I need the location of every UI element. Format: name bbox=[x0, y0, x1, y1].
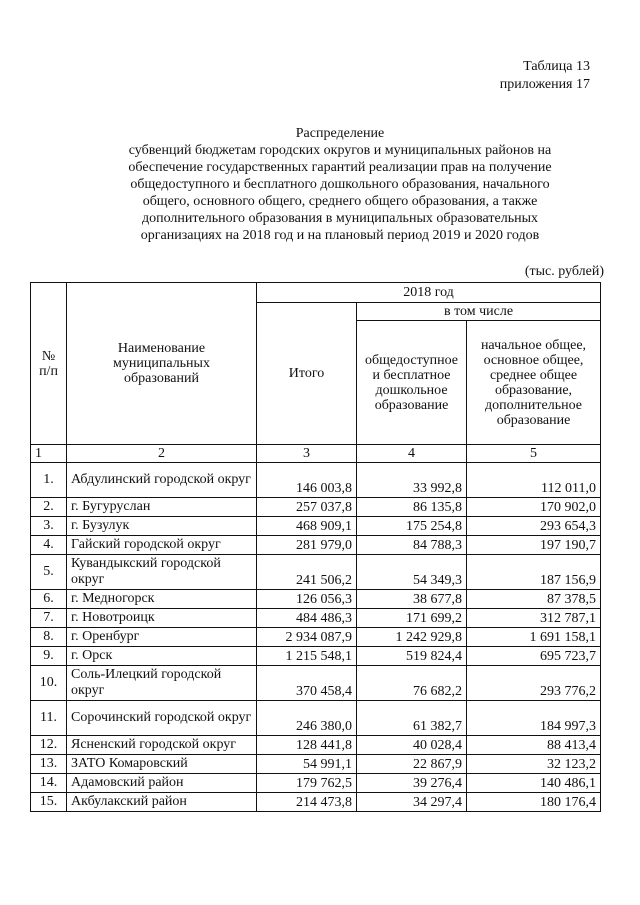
table-row bbox=[31, 463, 601, 498]
col-header-total: Итого bbox=[257, 303, 357, 445]
document-title bbox=[90, 125, 590, 244]
row-number: 5. bbox=[31, 555, 67, 590]
row-general: 88 413,4 bbox=[467, 736, 601, 755]
row-preschool: 61 382,7 bbox=[357, 701, 467, 736]
title-line: общего, основного общего, среднего общего образования, а также bbox=[142, 194, 538, 209]
row-total: 126 056,3 bbox=[257, 590, 357, 609]
table-row bbox=[31, 517, 601, 536]
col-index: 3 bbox=[257, 445, 357, 463]
row-general: 695 723,7 bbox=[467, 647, 601, 666]
row-number: 12. bbox=[31, 736, 67, 755]
row-preschool: 171 699,2 bbox=[357, 609, 467, 628]
row-number: 6. bbox=[31, 590, 67, 609]
table-row bbox=[31, 628, 601, 647]
row-preschool: 175 254,8 bbox=[357, 517, 467, 536]
table-row bbox=[31, 701, 601, 736]
subsidies-table bbox=[30, 282, 601, 812]
row-number: 4. bbox=[31, 536, 67, 555]
row-number: 13. bbox=[31, 755, 67, 774]
row-preschool: 22 867,9 bbox=[357, 755, 467, 774]
row-general: 293 654,3 bbox=[467, 517, 601, 536]
appendix-number: приложения 17 bbox=[499, 77, 590, 92]
row-total: 146 003,8 bbox=[257, 463, 357, 498]
row-name: Акбулакский район bbox=[67, 793, 257, 812]
row-general: 32 123,2 bbox=[467, 755, 601, 774]
row-general: 312 787,1 bbox=[467, 609, 601, 628]
table-row bbox=[31, 666, 601, 701]
table-row bbox=[31, 609, 601, 628]
row-name: ЗАТО Комаровский bbox=[67, 755, 257, 774]
table-row bbox=[31, 555, 601, 590]
row-general: 180 176,4 bbox=[467, 793, 601, 812]
row-total: 370 458,4 bbox=[257, 666, 357, 701]
table-row bbox=[31, 498, 601, 517]
row-total: 241 506,2 bbox=[257, 555, 357, 590]
row-preschool: 1 242 929,8 bbox=[357, 628, 467, 647]
col-header-num: № п/п bbox=[31, 283, 67, 445]
title-line: дополнительного образования в муниципальных образовательных bbox=[141, 211, 539, 226]
col-header-name: Наименование муниципальных образований bbox=[67, 283, 257, 445]
row-preschool: 84 788,3 bbox=[357, 536, 467, 555]
title-main: Распределение bbox=[295, 126, 385, 141]
row-number: 10. bbox=[31, 666, 67, 701]
row-number: 7. bbox=[31, 609, 67, 628]
table-row bbox=[31, 736, 601, 755]
table-row bbox=[31, 647, 601, 666]
table-row bbox=[31, 793, 601, 812]
row-total: 1 215 548,1 bbox=[257, 647, 357, 666]
row-name: г. Новотроицк bbox=[67, 609, 257, 628]
row-number: 9. bbox=[31, 647, 67, 666]
row-total: 468 909,1 bbox=[257, 517, 357, 536]
col-index: 2 bbox=[67, 445, 257, 463]
row-preschool: 34 297,4 bbox=[357, 793, 467, 812]
table-number: Таблица 13 bbox=[523, 59, 590, 74]
title-line: общедоступного и бесплатного дошкольного образования, начального bbox=[130, 177, 550, 192]
row-name: Кувандыкский городской округ bbox=[67, 555, 257, 590]
row-preschool: 33 992,8 bbox=[357, 463, 467, 498]
row-name: Гайский городской округ bbox=[67, 536, 257, 555]
row-name: Адамовский район bbox=[67, 774, 257, 793]
row-general: 1 691 158,1 bbox=[467, 628, 601, 647]
row-number: 3. bbox=[31, 517, 67, 536]
table-row bbox=[31, 755, 601, 774]
row-number: 15. bbox=[31, 793, 67, 812]
row-number: 14. bbox=[31, 774, 67, 793]
row-preschool: 54 349,3 bbox=[357, 555, 467, 590]
row-general: 140 486,1 bbox=[467, 774, 601, 793]
row-preschool: 519 824,4 bbox=[357, 647, 467, 666]
row-general: 112 011,0 bbox=[467, 463, 601, 498]
row-name: г. Бузулук bbox=[67, 517, 257, 536]
title-line: обеспечение государственных гарантий реализации прав на получение bbox=[128, 160, 552, 175]
row-number: 2. bbox=[31, 498, 67, 517]
row-total: 128 441,8 bbox=[257, 736, 357, 755]
row-name: г. Орск bbox=[67, 647, 257, 666]
row-preschool: 40 028,4 bbox=[357, 736, 467, 755]
col-index: 1 bbox=[31, 445, 67, 463]
row-name: Абдулинский городской округ bbox=[67, 463, 257, 498]
row-total: 179 762,5 bbox=[257, 774, 357, 793]
row-number: 8. bbox=[31, 628, 67, 647]
row-total: 484 486,3 bbox=[257, 609, 357, 628]
col-index: 4 bbox=[357, 445, 467, 463]
row-general: 187 156,9 bbox=[467, 555, 601, 590]
col-header-general: начальное общее, основное общее, среднее общее образование, дополнительное образование bbox=[467, 321, 601, 445]
row-general: 184 997,3 bbox=[467, 701, 601, 736]
row-general: 293 776,2 bbox=[467, 666, 601, 701]
row-name: Соль-Илецкий городской округ bbox=[67, 666, 257, 701]
row-preschool: 39 276,4 bbox=[357, 774, 467, 793]
row-name: Сорочинский городской округ bbox=[67, 701, 257, 736]
row-total: 2 934 087,9 bbox=[257, 628, 357, 647]
table-row bbox=[31, 774, 601, 793]
col-header-year: 2018 год bbox=[257, 283, 601, 303]
row-total: 214 473,8 bbox=[257, 793, 357, 812]
row-number: 1. bbox=[31, 463, 67, 498]
row-general: 87 378,5 bbox=[467, 590, 601, 609]
row-total: 257 037,8 bbox=[257, 498, 357, 517]
row-number: 11. bbox=[31, 701, 67, 736]
row-name: г. Медногорск bbox=[67, 590, 257, 609]
col-index: 5 bbox=[467, 445, 601, 463]
title-line: субвенций бюджетам городских округов и муниципальных районов на bbox=[128, 143, 552, 158]
table-row bbox=[31, 590, 601, 609]
row-general: 170 902,0 bbox=[467, 498, 601, 517]
table-reference bbox=[500, 58, 590, 94]
row-name: г. Бугуруслан bbox=[67, 498, 257, 517]
row-total: 54 991,1 bbox=[257, 755, 357, 774]
row-general: 197 190,7 bbox=[467, 536, 601, 555]
row-total: 246 380,0 bbox=[257, 701, 357, 736]
units-label: (тыс. рублей) bbox=[524, 264, 604, 279]
row-preschool: 38 677,8 bbox=[357, 590, 467, 609]
row-preschool: 86 135,8 bbox=[357, 498, 467, 517]
title-line: организациях на 2018 год и на плановый период 2019 и 2020 годов bbox=[140, 228, 540, 243]
row-name: г. Оренбург bbox=[67, 628, 257, 647]
row-preschool: 76 682,2 bbox=[357, 666, 467, 701]
row-total: 281 979,0 bbox=[257, 536, 357, 555]
col-header-including: в том числе bbox=[357, 303, 601, 321]
row-name: Ясненский городской округ bbox=[67, 736, 257, 755]
table-row bbox=[31, 536, 601, 555]
col-header-preschool: общедоступное и бесплатное дошкольное образование bbox=[357, 321, 467, 445]
